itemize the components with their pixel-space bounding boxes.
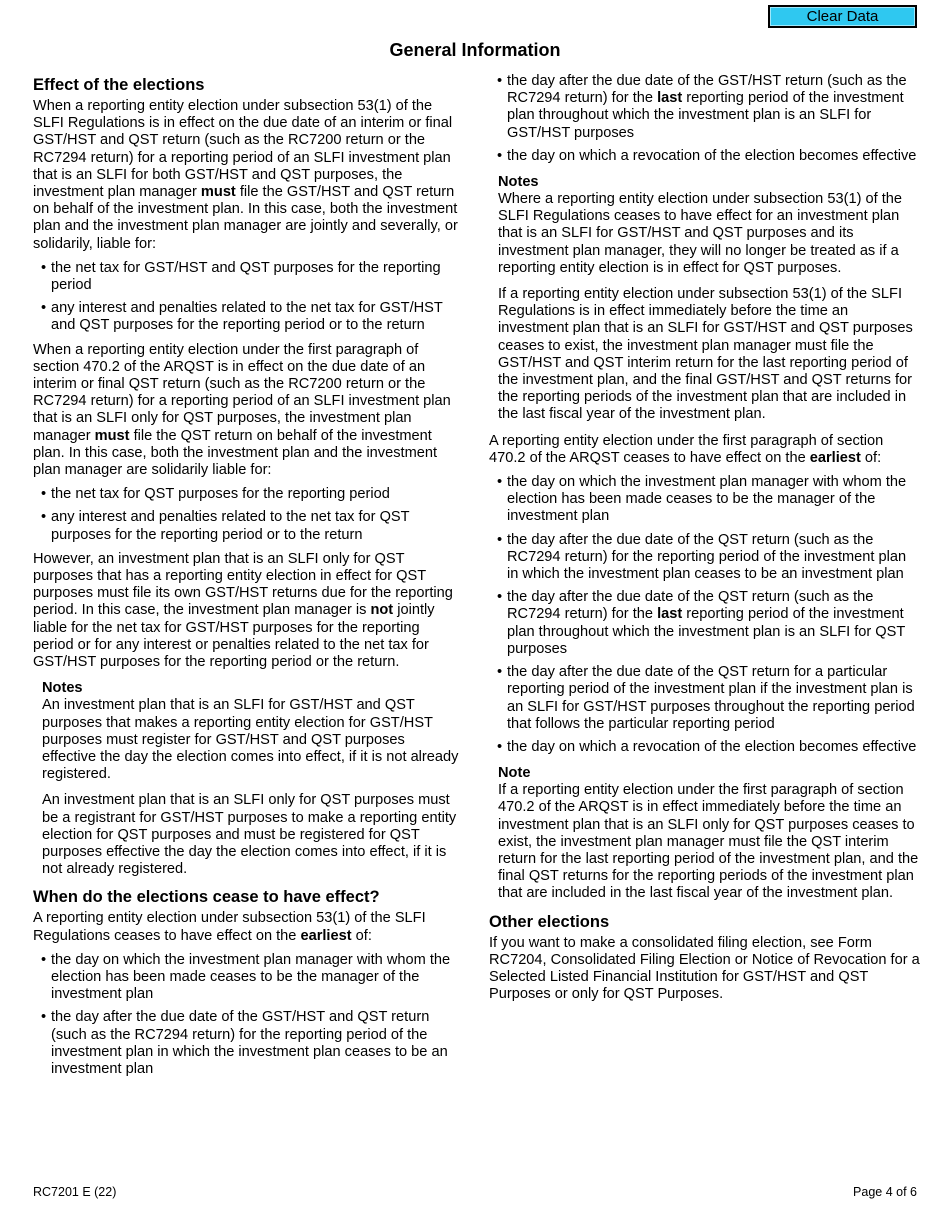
list-item: • the day after the due date of the QST return (such as the RC7294 return) for the reporting period of the investment plan in which the investment plan ceases to be an investment plan: [489, 532, 921, 584]
bullet-list: [33, 260, 461, 335]
note-paragraph: Where a reporting entity election under subsection 53(1) of the SLFI Regulations ceases to have effect for an investment plan that is an SLFI for GST/HST and QST purposes and its investment plan manager, they will no longer be treated as if a reporting entity election is in effect for QST purposes.: [498, 191, 902, 276]
page-title: General Information: [389, 40, 561, 60]
page-number: Page 4 of 6: [853, 1185, 917, 1199]
notes-block: [498, 174, 921, 424]
paragraph: A reporting entity election under the first paragraph of section 470.2 of the ARQST ceases to have effect on the earliest of:: [489, 432, 884, 466]
heading-effect-of-elections: Effect of the elections: [33, 76, 205, 94]
notes-heading: Notes: [42, 680, 83, 697]
list-item: • the day after the due date of the GST/HST and QST return (such as the RC7294 return) for the reporting period of the investment plan in which the investment plan ceases to be an investment plan: [33, 1009, 461, 1078]
note-paragraph: If a reporting entity election under subsection 53(1) of the SLFI Regulations is in effect immediately before the time an investment plan that is an SLFI for GST/HST and QST purposes ceases to exist, the investment plan manager must file the GST/HST and QST interim return for the last reporting period of the investment plan, and the final GST/HST and QST returns for the reporting periods of the investment plan that are included in the last fiscal year of the investment plan.: [498, 286, 913, 423]
note-block: [498, 765, 921, 902]
list-item: • the day on which the investment plan manager with whom the election has been made ceases to be the manager of the investment plan: [33, 952, 461, 1004]
note-paragraph: If a reporting entity election under the first paragraph of section 470.2 of the ARQST is in effect immediately before the time an investment plan that is an SLFI only for QST purposes ceases to exist, the investment plan manager must file the QST interim return for the last reporting period of the investment plan, and the final QST returns for the reporting periods of the investment plan that are included in the last fiscal year of the investment plan.: [498, 782, 919, 902]
list-item: • the day on which a revocation of the election becomes effective: [489, 148, 921, 165]
notes-block: [42, 680, 461, 878]
paragraph: However, an investment plan that is an SLFI only for QST purposes that has a reporting entity election in effect for QST purposes must file its own GST/HST returns due for the reporting period. In this case, the investment plan manager is not jointly liable for the net tax for GST/HST purposes for the reporting period or for any interest or penalties related to the net tax for GST/HST purposes for the reporting period or the return.: [33, 550, 453, 671]
list-item: • the net tax for GST/HST and QST purposes for the reporting period: [33, 260, 461, 294]
paragraph: When a reporting entity election under the first paragraph of section 470.2 of the ARQST is in effect on the due date of an interim or final QST return (such as the RC7200 return or the RC7294 return) for a reporting period of an SLFI investment plan that is an SLFI only for QST purposes, the investment plan manager must file the QST return on behalf of the investment plan. In this case, both the investment plan and the investment plan manager are solidarily liable for:: [33, 341, 451, 479]
list-item: • the day on which the investment plan manager with whom the election has been made ceases to be the manager of the investment plan: [489, 474, 921, 526]
paragraph: When a reporting entity election under subsection 53(1) of the SLFI Regulations is in effect on the due date of an interim or final GST/HST and QST return (such as the RC7200 return or the RC7294 return) for a reporting period of an SLFI investment plan that is an SLFI for both GST/HST and QST purposes, the investment plan manager must file the GST/HST and QST return on behalf of the investment plan. In this case, both the investment plan and the investment plan manager are jointly and severally, or solidarily, liable for:: [33, 98, 458, 252]
list-item: • the day after the due date of the QST return (such as the RC7294 return) for the last reporting period of the investment plan throughout which the investment plan is an SLFI for QST purposes: [489, 589, 921, 658]
bullet-list: [33, 952, 461, 1078]
clear-data-button[interactable]: Clear Data: [768, 5, 917, 28]
left-column: [33, 73, 461, 1085]
paragraph: A reporting entity election under subsection 53(1) of the SLFI Regulations ceases to have effect on the earliest of:: [33, 910, 426, 944]
bullet-list: [33, 486, 461, 544]
form-identifier: RC7201 E (22): [33, 1185, 117, 1199]
bullet-list: [489, 474, 921, 756]
list-item: • the day on which a revocation of the election becomes effective: [489, 739, 921, 756]
note-paragraph: An investment plan that is an SLFI for GST/HST and QST purposes that makes a reporting entity election for GST/HST purposes must register for GST/HST and QST purposes effective the day the election comes into effect, if it is not already registered.: [42, 697, 459, 783]
paragraph: If you want to make a consolidated filing election, see Form RC7204, Consolidated Filing Election or Notice of Revocation for a Selected Listed Financial Institution for GST/HST and QST Purposes or only for QST Purposes.: [489, 934, 920, 1003]
list-item: • the day after the due date of the GST/HST return (such as the RC7294 return) for the last reporting period of the investment plan throughout which the investment plan is an SLFI for GST/HST purposes: [489, 73, 921, 142]
notes-heading: Notes: [498, 174, 539, 191]
list-item: • any interest and penalties related to the net tax for GST/HST and QST purposes for the reporting period or to the return: [33, 300, 461, 334]
list-item: • the net tax for QST purposes for the reporting period: [33, 486, 461, 503]
note-paragraph: An investment plan that is an SLFI only for QST purposes must be a registrant for GST/HST purposes to make a reporting entity election for QST purposes and must be registered for QST purposes effective the day the election comes into effect, if it is not already registered.: [42, 792, 457, 878]
note-heading: Note: [498, 765, 531, 782]
heading-when-elections-cease: When do the elections cease to have effect?: [33, 888, 380, 907]
list-item: • any interest and penalties related to the net tax for QST purposes for the reporting period or to the return: [33, 509, 461, 543]
heading-other-elections: Other elections: [489, 912, 610, 931]
right-column: [489, 73, 921, 1010]
bullet-list: [489, 73, 921, 165]
list-item: • the day after the due date of the QST return for a particular reporting period of the investment plan if the investment plan is an SLFI for GST/HST purposes throughout the reporting period that follows the particular reporting period: [489, 664, 921, 733]
